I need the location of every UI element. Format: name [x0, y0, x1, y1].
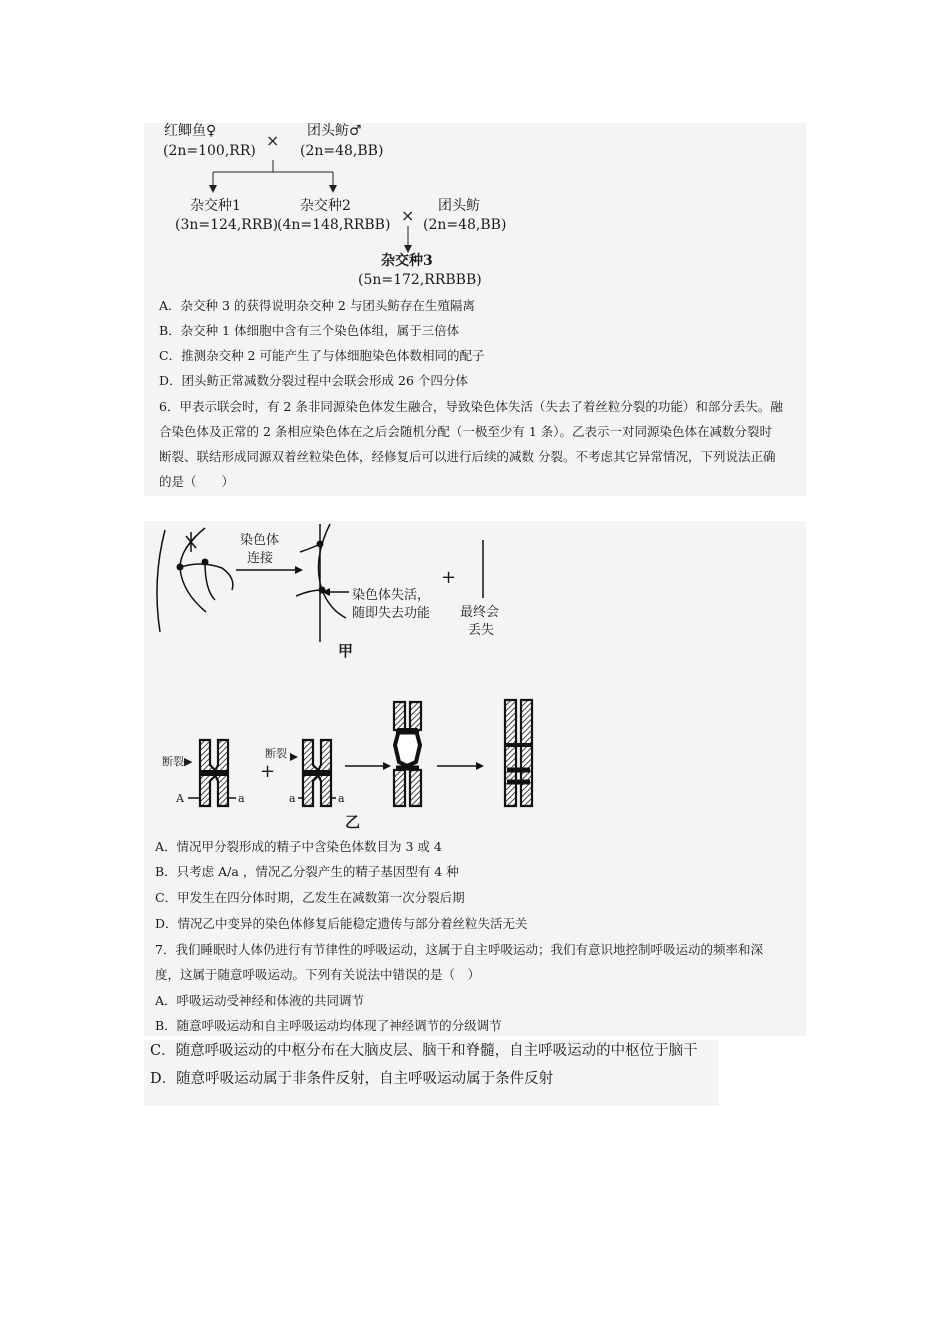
yi-break-label-2: 断裂 — [265, 747, 287, 760]
parent-male-name: 团头鲂♂ — [307, 123, 362, 139]
jia-lost-label-2: 丢失 — [468, 623, 495, 638]
q7-option-a: A．呼吸运动受神经和体液的共同调节 — [155, 993, 365, 1008]
cross-symbol-2: × — [401, 206, 415, 225]
yi-allele-a-2: a — [289, 792, 296, 805]
parent-male-karyotype: (2n=48,BB) — [300, 143, 384, 159]
q5-option-a: A．杂交种 3 的获得说明杂交种 2 与团头鲂存在生殖隔离 — [159, 298, 475, 313]
yi-plus: + — [260, 761, 276, 782]
jia-lost-label-1: 最终会 — [460, 605, 500, 620]
q7-stem-line-1: 7．我们睡眠时人体仍进行有节律性的呼吸运动，这属于自主呼吸运动；我们有意识地控制呼吸运动的频率和深 — [155, 942, 763, 957]
hybrid1-name: 杂交种1 — [190, 198, 241, 214]
q6-option-d: D．情况乙中变异的染色体修复后能稳定遗传与部分着丝粒失活无关 — [155, 916, 528, 931]
q7-option-d: D．随意呼吸运动属于非条件反射，自主呼吸运动属于条件反射 — [150, 1071, 554, 1087]
yi-allele-a-1: a — [238, 792, 245, 805]
q5-option-c: C．推测杂交种 2 可能产生了与体细胞染色体数相同的配子 — [159, 348, 485, 363]
q5-option-b: B．杂交种 1 体细胞中含有三个染色体组，属于三倍体 — [159, 323, 460, 338]
jia-connect-label-2: 连接 — [247, 551, 274, 566]
hybrid2-name: 杂交种2 — [300, 198, 351, 214]
yi-allele-a-3: a — [338, 792, 345, 805]
parent3-name: 团头鲂 — [438, 198, 480, 214]
q6-option-a: A．情况甲分裂形成的精子中含染色体数目为 3 或 4 — [155, 839, 442, 854]
jia-caption: 甲 — [338, 642, 354, 660]
jia-plus: + — [441, 567, 457, 588]
hybrid2-karyotype: (4n=148,RRBB) — [277, 217, 391, 233]
jia-connect-label-1: 染色体 — [240, 533, 280, 548]
jia-inactive-label-1: 染色体失活， — [352, 588, 431, 603]
hybrid3-karyotype: (5n=172,RRBBB) — [358, 272, 482, 288]
parent-female-name: 红鲫鱼♀ — [164, 123, 217, 139]
parent3-karyotype: (2n=48,BB) — [423, 217, 507, 233]
jia-inactive-label-2: 随即失去功能 — [352, 606, 431, 621]
parent-female-karyotype: (2n=100,RR) — [163, 143, 256, 159]
q6-stem-line-4: 的是（ ） — [159, 474, 235, 489]
hybrid3-name: 杂交种3 — [381, 253, 433, 269]
q6-stem-line-2: 合染色体及正常的 2 条相应染色体在之后会随机分配（一极至少有 1 条）。乙表示一对同源染色体在减数分裂时 — [159, 424, 773, 439]
q6-stem-line-1: 6．甲表示联会时，有 2 条非同源染色体发生融合，导致染色体失活（失去了着丝粒分裂的功能）和部分丢失。融 — [159, 399, 783, 414]
yi-break-label-1: 断裂▶ — [162, 755, 193, 768]
q7-option-c: C．随意呼吸运动的中枢分布在大脑皮层、脑干和脊髓，自主呼吸运动的中枢位于脑干 — [150, 1043, 698, 1059]
yi-caption: 乙 — [345, 813, 361, 831]
q7-stem-line-2: 度，这属于随意呼吸运动。下列有关说法中错误的是（ ） — [155, 967, 481, 982]
q7-option-b: B．随意呼吸运动和自主呼吸运动均体现了神经调节的分级调节 — [155, 1018, 502, 1033]
q6-stem-line-3: 断裂、联结形成同源双着丝粒染色体，经修复后可以进行后续的减数 分裂。不考虑其它异常情况，下列说法正确 — [159, 449, 776, 464]
hybrid1-karyotype: (3n=124,RRB) — [175, 217, 279, 233]
q6-option-c: C．甲发生在四分体时期，乙发生在减数第一次分裂后期 — [155, 890, 465, 905]
q6-option-b: B．只考虑 A/a ，情况乙分裂产生的精子基因型有 4 种 — [155, 864, 459, 879]
yi-allele-A: A — [176, 792, 184, 805]
cross-symbol-1: × — [266, 131, 280, 150]
q5-option-d: D．团头鲂正常减数分裂过程中会联会形成 26 个四分体 — [159, 373, 468, 388]
